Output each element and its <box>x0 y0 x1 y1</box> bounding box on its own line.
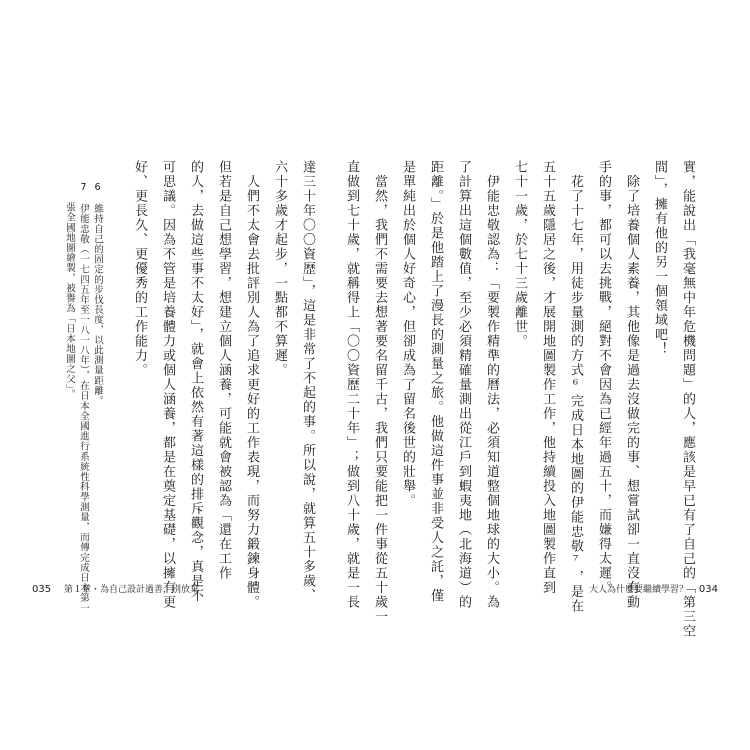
page-number: 035 <box>32 584 52 595</box>
text-line: 伊能忠敬認為：「要製作精準的曆法，必須知道整個地球的大小。為 <box>484 160 499 610</box>
running-title: 第１章・為自己設計過善，別放棄 <box>63 585 199 595</box>
text-line: 的人，去做這些事不太好」，就會上依然有著這樣的排斥觀念，真是不 <box>188 160 203 603</box>
page-number: 034 <box>698 584 718 595</box>
text-line: 達三十年〇〇資歷」，這是非常了不起的事。所以說，就算五十多歲、 <box>300 160 315 603</box>
text-line: 七十一歲，於七十三歲離世。 <box>512 160 527 349</box>
text-line: 間」，擁有他的另一個領域吧！ <box>652 160 667 357</box>
text-line: 是單純出於個人好奇心，但卻成為了留名後世的壯舉。 <box>400 160 415 508</box>
text-line: 五十五歲隱居之後，才展開地圖製作工作，他持續投入地圖製作直到 <box>540 160 555 595</box>
text-line: 實，能說出「我毫無中年危機問題」的人，應該是早已有了自己的「第三空 <box>680 160 695 639</box>
left-footer <box>32 582 199 595</box>
text-line: 花了十七年，用徒步量測的方式⁶完成日本地圖的伊能忠敬⁷，是在 <box>568 160 583 614</box>
text-line: 了計算出這個數值，至少必須精確量測出從江戶到蝦夷地（北海道）的 <box>456 160 471 610</box>
footnote: 張全國地圖繪製，被譽為「日本地圖之父」。 <box>64 182 75 400</box>
text-line: 手的事，都可以去挑戰，絕對不會因為已經年過五十，而嫌得太遲。 <box>596 160 611 595</box>
text-line: 當然，我們不需要去想著要名留千古，我們只要能把一件事從五十歲一 <box>372 160 387 624</box>
text-line: 距離。」於是他踏上了漫長的測量之旅。他做這件事並非受人之託，僅 <box>428 160 443 603</box>
footnote: 7 伊能忠敬（一七四五年至一八一八年），在日本全國進行系統性科學測量，而傳完成日本第一 <box>78 182 89 614</box>
text-line: 但若是自己想學習，想建立個人涵養，可能就會被認為「還在工作 <box>216 160 231 581</box>
text-line: 可思議。因為不管是培養體力或個人涵養，都是在奠定基礎，以擁有更 <box>160 160 175 610</box>
footnote: 6 維持自己的固定的步伐長度，以此測量距離。 <box>92 182 103 406</box>
text-line: 除了培養個人素養，其他像是過去沒做完的事、想嘗試卻一直沒有動 <box>624 160 639 610</box>
text-line: 好、更長久、更優秀的工作能力。 <box>132 160 147 378</box>
text-line: 直做到七十歲，就稱得上「〇〇資歷二十年」；做到八十歲，就是一長 <box>344 160 359 610</box>
running-title: 大人為什麼要繼續學習？ <box>589 585 689 595</box>
text-line: 六十多歲才起步，一點都不算遲。 <box>272 160 287 378</box>
text-line: 人們不太會去批評別人為了追求更好的工作表現，而努力鍛鍊身體。 <box>244 160 259 610</box>
right-footer <box>589 582 718 595</box>
